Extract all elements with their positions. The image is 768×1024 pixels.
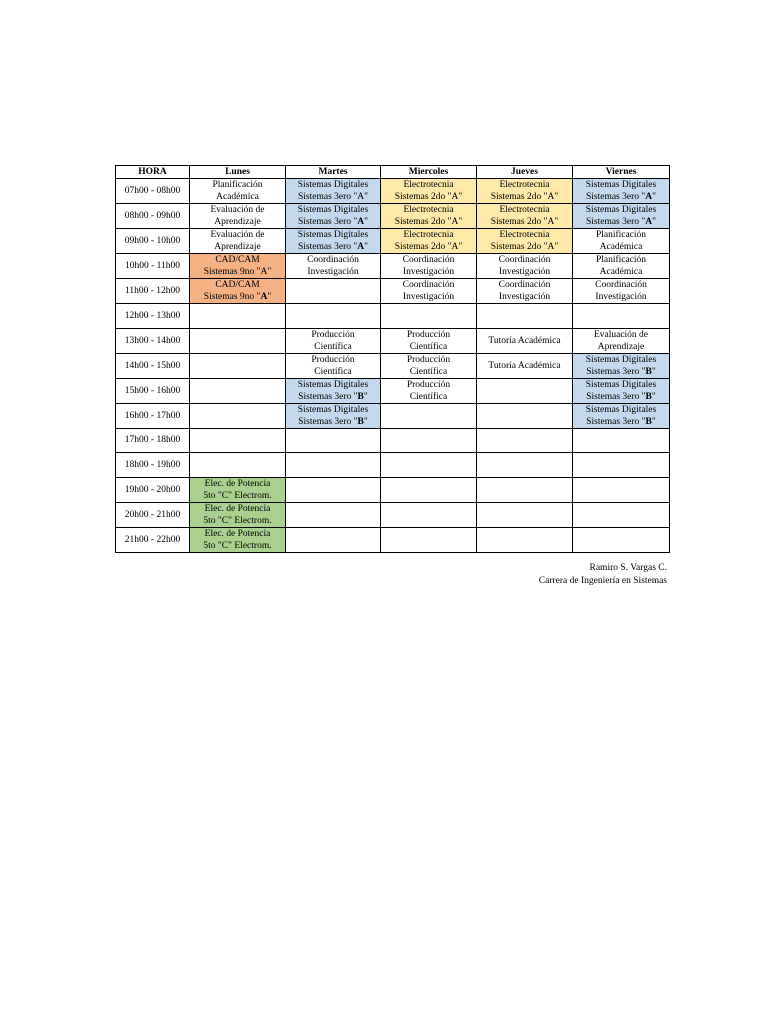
class-cell-line: Científica	[409, 341, 448, 352]
class-cell	[381, 502, 477, 527]
column-header-viernes: Viernes	[573, 166, 670, 179]
class-cell-line: Sistemas 3ero "A"	[297, 242, 369, 252]
class-cell	[573, 428, 670, 453]
signature-department: Carrera de Ingeniería en Sistemas	[538, 575, 667, 586]
hour-cell: 18h00 - 19h00	[116, 453, 190, 478]
class-cell-line: 5to "C" Electrom.	[203, 540, 272, 551]
schedule-row	[116, 353, 670, 378]
class-cell	[573, 477, 670, 502]
schedule-row	[116, 179, 670, 204]
class-cell	[190, 304, 286, 329]
schedule-table	[115, 165, 670, 553]
schedule-row	[116, 453, 670, 478]
class-cell-line: Coordinación	[595, 280, 647, 290]
class-cell-line: Electrotecnia	[403, 205, 454, 215]
schedule-row	[116, 502, 670, 527]
class-cell	[190, 229, 286, 254]
schedule-row	[116, 428, 670, 453]
signature-block	[539, 562, 667, 587]
class-cell-line: Sistemas 3ero "B"	[586, 366, 656, 377]
class-cell-line: Producción	[406, 329, 451, 340]
class-cell-line: Coordinación	[402, 280, 455, 290]
class-cell	[573, 179, 670, 204]
class-cell	[286, 179, 381, 204]
class-cell	[573, 328, 670, 353]
class-cell	[573, 229, 670, 254]
class-cell-line: Sistemas Digitales	[297, 379, 369, 390]
class-cell	[381, 453, 477, 478]
class-cell-line: Científica	[409, 366, 448, 377]
class-cell	[381, 403, 477, 428]
class-cell	[477, 254, 573, 279]
class-cell	[381, 328, 477, 353]
schedule-row	[116, 304, 670, 329]
class-cell	[190, 254, 286, 279]
class-cell	[381, 179, 477, 204]
class-cell-line: Evaluación de	[210, 230, 265, 240]
hour-cell: 14h00 - 15h00	[116, 353, 190, 378]
class-cell-line: Coordinación	[498, 280, 551, 290]
class-cell-line: Sistemas Digitales	[585, 180, 657, 190]
column-header-jueves: Jueves	[477, 166, 573, 179]
class-cell	[190, 477, 286, 502]
class-cell-line: Electrotecnia	[499, 230, 550, 240]
class-cell-line: 5to "C" Electrom.	[203, 490, 272, 501]
column-header-lunes: Lunes	[190, 166, 286, 179]
class-cell	[190, 378, 286, 403]
class-cell	[477, 428, 573, 453]
class-cell	[573, 279, 670, 304]
schedule-body	[116, 179, 670, 553]
signature-name: Ramiro S. Vargas C.	[589, 563, 667, 573]
class-cell	[286, 378, 381, 403]
class-cell-line: Sistemas 3ero "B"	[586, 416, 656, 427]
class-cell-line: Electrotecnia	[403, 230, 454, 240]
class-cell	[573, 304, 670, 329]
class-cell-line: Sistemas 3ero "A"	[297, 192, 369, 202]
class-cell	[477, 378, 573, 403]
class-cell	[286, 328, 381, 353]
class-cell-line: Coordinación	[402, 255, 455, 265]
class-cell	[573, 403, 670, 428]
class-cell-line: Tutoría Académica	[488, 335, 561, 346]
class-cell	[190, 328, 286, 353]
class-cell	[286, 527, 381, 552]
class-cell	[381, 353, 477, 378]
column-header-martes: Martes	[286, 166, 381, 179]
hour-cell: 09h00 - 10h00	[116, 229, 190, 254]
class-cell	[477, 502, 573, 527]
class-cell-line: Investigación	[402, 267, 455, 277]
class-cell-line: Electrotecnia	[499, 180, 550, 190]
class-cell	[477, 204, 573, 229]
class-cell-line: Sistemas 3ero "A"	[585, 192, 657, 202]
class-cell	[477, 179, 573, 204]
class-cell	[381, 254, 477, 279]
class-cell	[573, 453, 670, 478]
class-cell-line: Sistemas 3ero "A"	[585, 217, 657, 227]
column-header-hora: HORA	[116, 166, 190, 179]
class-cell-line: Sistemas 3ero "A"	[297, 217, 369, 227]
class-cell	[190, 204, 286, 229]
hour-cell: 12h00 - 13h00	[116, 304, 190, 329]
hour-cell: 19h00 - 20h00	[116, 477, 190, 502]
hour-cell: 21h00 - 22h00	[116, 527, 190, 552]
class-cell	[286, 229, 381, 254]
hour-cell: 17h00 - 18h00	[116, 428, 190, 453]
schedule-row	[116, 254, 670, 279]
hour-cell: 08h00 - 09h00	[116, 204, 190, 229]
class-cell-line: Investigación	[402, 292, 455, 302]
class-cell-line: Sistemas 3ero "B"	[298, 416, 368, 427]
class-cell	[381, 304, 477, 329]
class-cell-line: Coordinación	[307, 255, 359, 265]
class-cell	[190, 502, 286, 527]
class-cell	[190, 279, 286, 304]
class-cell	[286, 353, 381, 378]
class-cell	[573, 204, 670, 229]
class-cell	[477, 353, 573, 378]
class-cell-line: Científica	[314, 341, 352, 352]
class-cell	[477, 304, 573, 329]
class-cell	[381, 527, 477, 552]
schedule-row	[116, 378, 670, 403]
class-cell	[286, 204, 381, 229]
class-cell-line: Investigación	[498, 292, 551, 302]
class-cell	[573, 378, 670, 403]
schedule-row	[116, 229, 670, 254]
class-cell	[381, 279, 477, 304]
class-cell	[477, 403, 573, 428]
hour-cell: 15h00 - 16h00	[116, 378, 190, 403]
hour-cell: 13h00 - 14h00	[116, 328, 190, 353]
hour-cell: 20h00 - 21h00	[116, 502, 190, 527]
class-cell	[381, 204, 477, 229]
hour-cell: 07h00 - 08h00	[116, 179, 190, 204]
header-row	[116, 166, 670, 179]
class-cell-line: Planificación	[595, 255, 647, 265]
class-cell-line: Producción	[311, 354, 355, 365]
class-cell-line: Sistemas Digitales	[297, 230, 369, 240]
column-header-miercoles: Miercoles	[381, 166, 477, 179]
class-cell-line: Producción	[406, 379, 451, 390]
class-cell-line: Sistemas Digitales	[585, 354, 657, 365]
schedule-row	[116, 328, 670, 353]
class-cell-line: Sistemas 9no "A"	[203, 267, 272, 277]
hour-cell: 11h00 - 12h00	[116, 279, 190, 304]
class-cell-line: Sistemas 3ero "B"	[586, 391, 656, 402]
class-cell	[190, 403, 286, 428]
class-cell-line: CAD/CAM	[215, 255, 260, 265]
class-cell-line: Producción	[311, 329, 355, 340]
schedule-row	[116, 204, 670, 229]
class-cell-line: Evaluación de	[210, 205, 265, 215]
class-cell	[477, 527, 573, 552]
class-cell-line: Investigación	[595, 292, 647, 302]
class-cell-line: Aprendizaje	[597, 341, 645, 352]
class-cell-line: 5to "C" Electrom.	[203, 515, 272, 526]
class-cell	[477, 453, 573, 478]
hour-cell: 16h00 - 17h00	[116, 403, 190, 428]
class-cell	[190, 453, 286, 478]
class-cell	[190, 428, 286, 453]
class-cell	[286, 403, 381, 428]
class-cell-line: Sistemas 2do "A"	[394, 192, 463, 202]
class-cell	[381, 477, 477, 502]
schedule-row	[116, 403, 670, 428]
class-cell-line: Elec. de Potencia	[204, 503, 271, 514]
class-cell-line: Elec. de Potencia	[204, 478, 271, 489]
class-cell	[573, 527, 670, 552]
class-cell-line: Sistemas Digitales	[297, 205, 369, 215]
class-cell	[573, 254, 670, 279]
class-cell	[286, 453, 381, 478]
class-cell-line: Sistemas 2do "A"	[490, 217, 559, 227]
class-cell	[477, 279, 573, 304]
class-cell	[381, 229, 477, 254]
class-cell-line: Sistemas 2do "A"	[394, 242, 463, 252]
class-cell-line: Aprendizaje	[214, 242, 261, 252]
class-cell-line: Sistemas 2do "A"	[394, 217, 463, 227]
class-cell-line: Evaluación de	[593, 329, 649, 340]
class-cell-line: Investigación	[307, 267, 359, 277]
class-cell	[190, 353, 286, 378]
class-cell-line: Tutoría Académica	[488, 360, 561, 371]
class-cell	[286, 254, 381, 279]
class-cell	[573, 353, 670, 378]
class-cell-line: Electrotecnia	[403, 180, 454, 190]
class-cell	[286, 428, 381, 453]
class-cell-line: Académica	[599, 267, 643, 277]
schedule-row	[116, 477, 670, 502]
class-cell-line: Producción	[406, 354, 451, 365]
schedule-row	[116, 527, 670, 552]
class-cell-line: Planificación	[595, 230, 647, 240]
class-cell-line: Científica	[314, 366, 352, 377]
class-cell-line: Sistemas 2do "A"	[490, 192, 559, 202]
class-cell-line: Científica	[409, 391, 448, 402]
class-cell	[477, 229, 573, 254]
class-cell	[286, 304, 381, 329]
class-cell-line: Aprendizaje	[214, 217, 261, 227]
class-cell-line: Sistemas 3ero "B"	[298, 391, 368, 402]
class-cell-line: Electrotecnia	[499, 205, 550, 215]
class-cell-line: Sistemas 9no "A"	[203, 292, 272, 302]
class-cell	[381, 378, 477, 403]
class-cell	[381, 428, 477, 453]
class-cell	[190, 179, 286, 204]
class-cell	[286, 477, 381, 502]
class-cell-line: Sistemas Digitales	[585, 404, 657, 415]
class-cell-line: Sistemas Digitales	[297, 180, 369, 190]
class-cell-line: Sistemas Digitales	[297, 404, 369, 415]
class-cell-line: Investigación	[498, 267, 551, 277]
class-cell-line: Sistemas Digitales	[585, 379, 657, 390]
class-cell-line: Académica	[599, 242, 643, 252]
class-cell	[477, 328, 573, 353]
schedule-row	[116, 279, 670, 304]
class-cell	[477, 477, 573, 502]
class-cell	[286, 502, 381, 527]
class-cell-line: Académica	[216, 192, 259, 202]
class-cell	[573, 502, 670, 527]
class-cell-line: CAD/CAM	[215, 280, 260, 290]
hour-cell: 10h00 - 11h00	[116, 254, 190, 279]
class-cell-line: Planificación	[212, 180, 263, 190]
class-cell-line: Elec. de Potencia	[204, 528, 271, 539]
class-cell	[286, 279, 381, 304]
class-cell-line: Sistemas Digitales	[585, 205, 657, 215]
class-cell	[190, 527, 286, 552]
class-cell-line: Sistemas 2do "A"	[490, 242, 559, 252]
class-cell-line: Coordinación	[498, 255, 551, 265]
